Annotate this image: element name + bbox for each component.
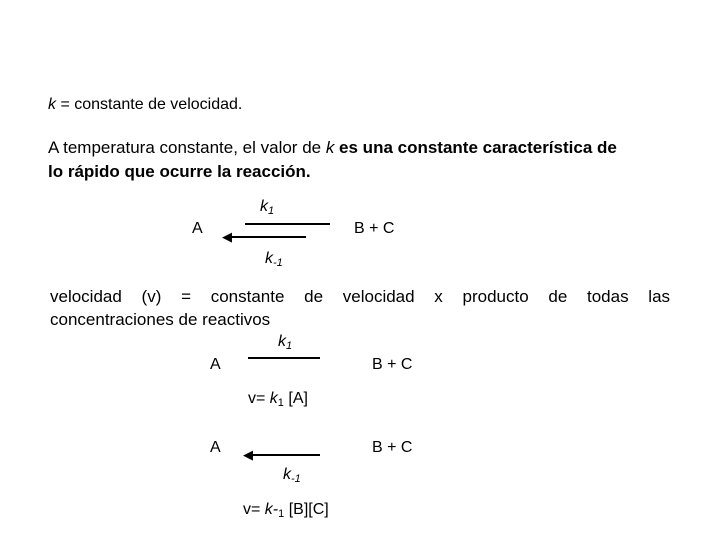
- forward-rate-equation: [248, 390, 308, 409]
- rate-law-line-2: concentraciones de reactivos: [50, 310, 271, 329]
- k-symbol: k: [48, 96, 56, 113]
- word: (v): [141, 287, 162, 306]
- word: constante: [210, 287, 285, 306]
- k-letter: k: [283, 466, 291, 483]
- word: todas: [587, 287, 629, 306]
- forward-k-label: [278, 333, 292, 352]
- reverse-arrow-head-icon: ◀: [222, 229, 232, 244]
- rate-law-line-1: [50, 287, 670, 307]
- k-subscript: 1: [278, 508, 285, 520]
- k-subscript: 1: [286, 340, 293, 352]
- rate-constant-definition: [48, 96, 242, 114]
- rate-prefix: v=: [243, 501, 265, 518]
- reverse-rate-equation: [243, 501, 329, 520]
- reverse-products-bc: B + C: [372, 439, 413, 456]
- k-subscript: 1: [268, 205, 275, 217]
- word: x: [434, 287, 443, 306]
- k-subscript: -1: [273, 257, 283, 269]
- word: de: [304, 287, 324, 306]
- paragraph-bold-text: es una constante característica de: [334, 138, 617, 157]
- reverse-rate-constant-label: [265, 250, 283, 269]
- reactant-a: A: [192, 220, 203, 237]
- word: producto: [462, 287, 529, 306]
- reverse-arrow-head-icon: ◀: [243, 447, 253, 462]
- k-subscript: -1: [291, 473, 301, 485]
- paragraph-line-1: [48, 138, 617, 158]
- k-letter: k: [265, 250, 273, 267]
- word: de: [548, 287, 568, 306]
- rate-suffix: [B][C]: [284, 501, 329, 518]
- reverse-reactant-a: A: [210, 439, 221, 456]
- forward-products-bc: B + C: [372, 356, 413, 373]
- reverse-arrow-line: [228, 236, 306, 238]
- reverse-k-label: [283, 466, 301, 485]
- k-letter: k: [264, 501, 273, 518]
- word: las: [648, 287, 671, 306]
- paragraph-plain-text: A temperatura constante, el valor de: [48, 138, 326, 157]
- k-symbol: k: [325, 138, 335, 157]
- paragraph-line-2: lo rápido que ocurre la reacción.: [48, 162, 311, 181]
- forward-reactant-a: A: [210, 356, 221, 373]
- forward-rate-constant-label: [260, 198, 274, 217]
- word: =: [181, 287, 191, 306]
- k-letter: k: [278, 333, 286, 350]
- products-bc: B + C: [354, 220, 395, 237]
- k-minus: -: [272, 501, 279, 518]
- k-letter: k: [269, 390, 278, 407]
- forward-arrow-line: [245, 223, 330, 225]
- word: velocidad: [50, 287, 122, 306]
- word: velocidad: [342, 287, 415, 306]
- k-subscript: 1: [277, 397, 284, 409]
- reverse-reaction-line: [250, 454, 320, 456]
- rate-prefix: v=: [248, 390, 270, 407]
- definition-text: = constante de velocidad.: [56, 96, 243, 113]
- forward-reaction-line: [248, 357, 320, 359]
- rate-suffix: [A]: [283, 390, 308, 407]
- k-letter: k: [260, 198, 268, 215]
